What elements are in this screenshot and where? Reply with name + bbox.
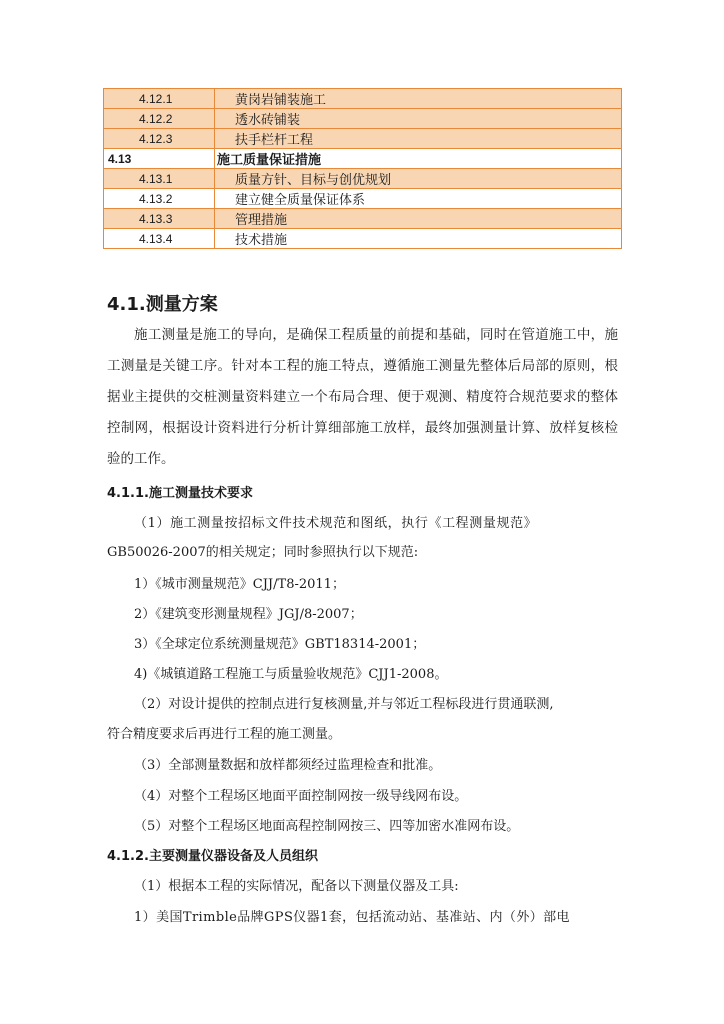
section-heading: 4.1.测量方案	[107, 294, 218, 315]
toc-number: 4.12.3	[104, 129, 215, 149]
requirement-3: （3）全部测量数据和放样都须经过监理检查和批准。	[134, 758, 442, 773]
toc-number: 4.13	[104, 149, 215, 169]
toc-number: 4.13.4	[104, 229, 215, 249]
toc-number: 4.12.1	[104, 89, 215, 109]
toc-title: 质量方针、目标与创优规划	[215, 169, 622, 189]
intro-paragraph: 施工测量是施工的导向，是确保工程质量的前提和基础，同时在管道施工中，施工测量是关键工序。针对本工程的施工特点，遵循施工测量先整体后局部的原则，根据业主提供的交桩测量资料建立一个布局合理、便于观测、精度符合规范要求的整体控制网，根据设计资料进行分析计算细部施工放样，最终加强测量计算、放样复核检验的工作。	[107, 327, 618, 467]
toc-title: 施工质量保证措施	[215, 149, 622, 169]
toc-number: 4.13.3	[104, 209, 215, 229]
toc-row	[104, 229, 622, 249]
toc-row	[104, 149, 622, 169]
requirement-1-line-1: （1）施工测量按招标文件技术规范和图纸，执行《工程测量规范》	[134, 516, 538, 531]
subsection-heading-instruments: 4.1.2.主要测量仪器设备及人员组织	[107, 849, 318, 864]
toc-number: 4.13.2	[104, 189, 215, 209]
toc-title: 管理措施	[215, 209, 622, 229]
toc-title: 技术措施	[215, 229, 622, 249]
instrument-item-1: 1）美国Trimble品牌GPS仪器1套，包括流动站、基准站、内（外）部电	[134, 910, 570, 925]
instrument-intro: （1）根据本工程的实际情况，配备以下测量仪器及工具:	[134, 879, 459, 894]
subsection-heading-technical-requirements: 4.1.1.施工测量技术要求	[107, 486, 253, 501]
toc-number: 4.13.1	[104, 169, 215, 189]
toc-title: 透水砖铺装	[215, 109, 622, 129]
standard-item-2: 2）《建筑变形测量规程》JGJ/8-2007；	[134, 607, 363, 622]
toc-row	[104, 89, 622, 109]
toc-number: 4.12.2	[104, 109, 215, 129]
standard-item-3: 3）《全球定位系统测量规范》GBT18314-2001；	[134, 637, 426, 652]
standard-item-1: 1）《城市测量规范》CJJ/T8-2011；	[134, 577, 345, 592]
toc-row	[104, 129, 622, 149]
toc-row	[104, 169, 622, 189]
toc-table	[103, 88, 622, 249]
toc-row	[104, 189, 622, 209]
toc-row	[104, 209, 622, 229]
toc-title: 黄岗岩铺装施工	[215, 89, 622, 109]
requirement-1-line-2: GB50026-2007的相关规定；同时参照执行以下规范:	[107, 545, 419, 560]
toc-row	[104, 109, 622, 129]
toc-title: 建立健全质量保证体系	[215, 189, 622, 209]
requirement-4: （4）对整个工程场区地面平面控制网按一级导线网布设。	[134, 789, 468, 804]
toc-title: 扶手栏杆工程	[215, 129, 622, 149]
standard-item-4: 4)《城镇道路工程施工与质量验收规范》CJJ1-2008。	[134, 667, 448, 682]
requirement-5: （5）对整个工程场区地面高程控制网按三、四等加密水准网布设。	[134, 819, 520, 834]
requirement-2-line-1: （2）对设计提供的控制点进行复核测量,并与邻近工程标段进行贯通联测,	[134, 697, 554, 712]
requirement-2-line-2: 符合精度要求后再进行工程的施工测量。	[107, 727, 342, 742]
